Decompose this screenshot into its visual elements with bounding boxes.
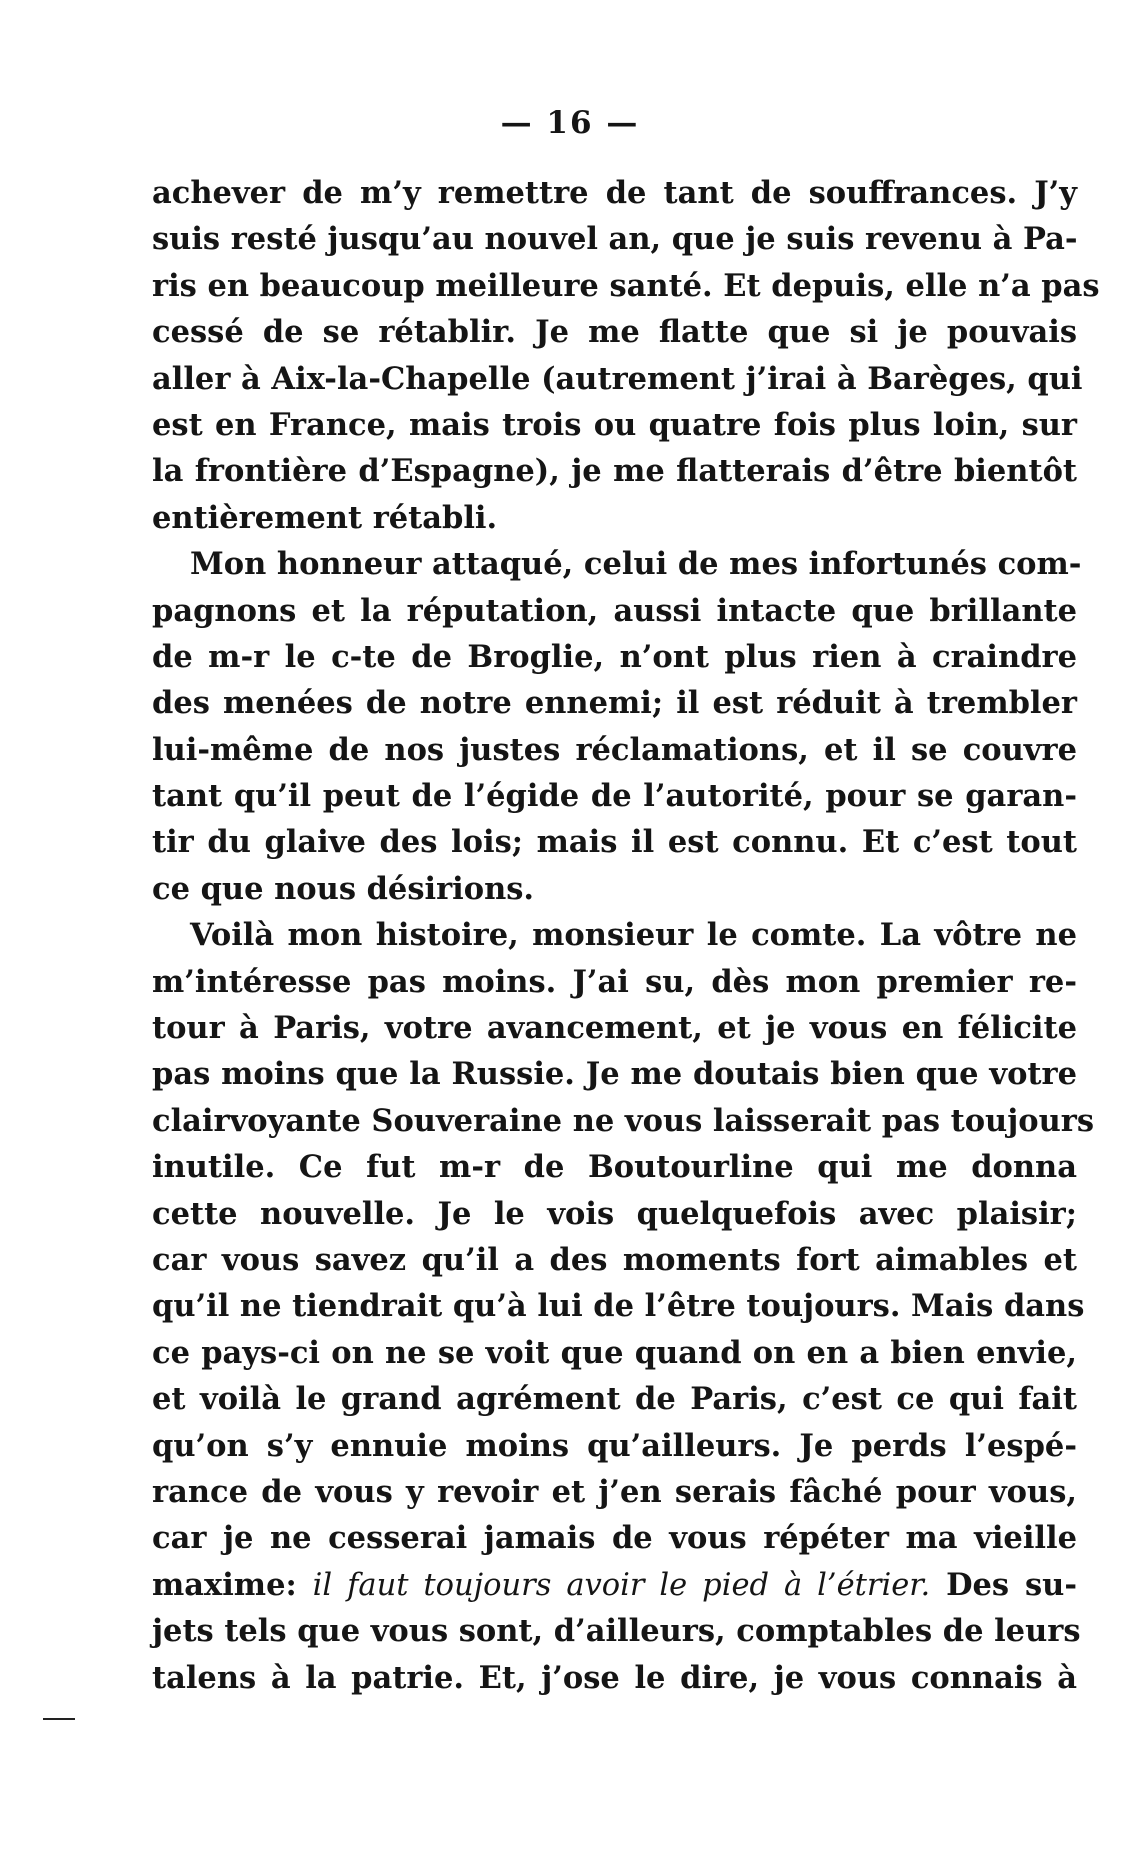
text-line: lui-même de nos justes réclamations, et il se couvre [152,731,1077,768]
text-line: entièrement rétabli. [152,499,498,536]
text-line: qu’il ne tiendrait qu’à lui de l’être toujours. Mais dans [152,1288,1085,1325]
page-number: — 16 — [500,105,640,141]
text-line: tir du glaive des lois; mais il est connu. Et c’est tout [152,824,1077,861]
text-line: inutile. Ce fut m-r de Boutourline qui me donna [152,1149,1077,1186]
text-line: m’intéresse pas moins. J’ai su, dès mon premier re- [152,963,1077,1000]
text-line: tour à Paris, votre avancement, et je vous en félicite [152,1010,1077,1047]
text-line: clairvoyante Souveraine ne vous laisserait pas toujours [152,1102,1095,1139]
text-line: rance de vous y revoir et j’en serais fâché pour vous, [152,1473,1077,1510]
text-line: et voilà le grand agrément de Paris, c’est ce qui fait [152,1381,1077,1418]
text-line: aller à Aix-la-Chapelle (autrement j’irai à Barèges, qui [152,360,1083,397]
maxime-quote: il faut toujours avoir le pied à l’étrier. [312,1567,931,1603]
paragraph-start-line: Mon honneur attaqué, celui de mes infortunés com- [190,546,1082,583]
text-line: jets tels que vous sont, d’ailleurs, comptables de leurs [152,1613,1081,1650]
text-line: des menées de notre ennemi; il est réduit à trembler [152,685,1077,722]
text-line: car vous savez qu’il a des moments fort aimables et [152,1241,1077,1278]
text-line: est en France, mais trois ou quatre fois plus loin, sur [152,406,1077,443]
maxime-prefix: maxime: [152,1566,313,1603]
text-line: car je ne cesserai jamais de vous répéter ma vieille [152,1520,1077,1557]
text-line: cessé de se rétablir. Je me flatte que si je pouvais [152,314,1077,351]
text-line: talens à la patrie. Et, j’ose le dire, je vous connais à [152,1659,1077,1696]
text-line: de m-r le c-te de Broglie, n’ont plus rien à craindre [152,638,1077,675]
text-line: tant qu’il peut de l’égide de l’autorité, pour se garan- [152,778,1077,815]
text-line: pagnons et la réputation, aussi intacte que brillante [152,592,1077,629]
maxime-suffix: Des su- [930,1566,1077,1603]
margin-mark [43,1718,75,1720]
text-line: suis resté jusqu’au nouvel an, que je suis revenu à Pa- [152,221,1078,258]
text-line: qu’on s’y ennuie moins qu’ailleurs. Je perds l’espé- [152,1427,1077,1464]
text-line: pas moins que la Russie. Je me doutais bien que votre [152,1056,1077,1093]
text-line: la frontière d’Espagne), je me flatterais d’être bientôt [152,453,1077,490]
text-line: ce pays-ci on ne se voit que quand on en a bien envie, [152,1334,1077,1371]
body-text [152,170,1100,1701]
text-line: cette nouvelle. Je le vois quelquefois avec plaisir; [152,1195,1077,1232]
maxime-line [152,1562,1077,1608]
text-line: ce que nous désirions. [152,870,535,907]
text-line: achever de m’y remettre de tant de souffrances. J’y [152,175,1077,211]
text-line: ris en beaucoup meilleure santé. Et depuis, elle n’a pas [152,267,1100,304]
paragraph-start-line: Voilà mon histoire, monsieur le comte. La vôtre ne [190,917,1077,954]
